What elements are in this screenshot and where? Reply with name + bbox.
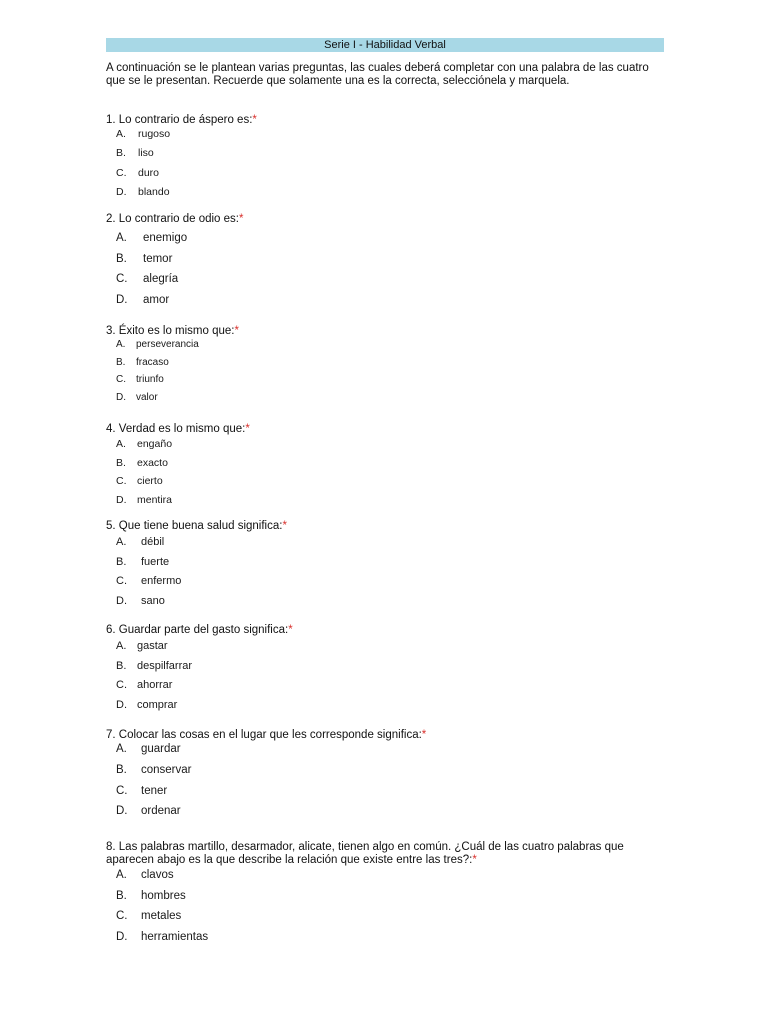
option-text: cierto (137, 475, 163, 487)
option-letter: D. (116, 698, 127, 711)
option-letter: B. (116, 252, 127, 265)
required-asterisk: * (282, 520, 287, 532)
option-text: duro (138, 166, 160, 179)
question-text (106, 423, 671, 436)
answer-option[interactable] (116, 785, 167, 799)
question-label: 2. Lo contrario de odio es: (106, 213, 239, 225)
option-text: amor (143, 293, 170, 306)
section-header: Serie I - Habilidad Verbal (106, 38, 664, 52)
option-letter: C. (116, 910, 128, 923)
option-text: metales (141, 910, 182, 923)
option-text: rugoso (138, 128, 171, 140)
option-text: débil (141, 536, 165, 548)
option-letter: B. (116, 659, 127, 672)
option-text: guardar (141, 743, 181, 755)
answer-option[interactable] (116, 660, 192, 673)
option-text: despilfarrar (137, 659, 193, 672)
option-text: fracaso (136, 356, 169, 368)
question-label: 4. Verdad es lo mismo que: (106, 423, 246, 435)
option-text: gastar (137, 640, 168, 652)
question-text (106, 325, 671, 338)
option-text: mentira (137, 493, 173, 506)
answer-option[interactable] (116, 147, 154, 160)
option-letter: A. (116, 128, 126, 140)
required-asterisk: * (252, 114, 257, 126)
question-label: 7. Colocar las cosas en el lugar que les corresponde significa: (106, 729, 422, 741)
answer-option[interactable] (116, 805, 181, 819)
answer-option[interactable] (116, 167, 159, 180)
option-letter: C. (116, 273, 128, 285)
option-text: perseverancia (136, 339, 199, 350)
option-letter: C. (116, 475, 127, 487)
instructions-text: A continuación se le plantean varias preguntas, las cuales deberá completar con una palabra de las cuatro que se le presentan. Recuerde que solamente una es la correcta, selecciónela y marquela. (106, 62, 649, 87)
answer-option[interactable] (116, 232, 187, 246)
option-letter: B. (116, 456, 126, 469)
option-text: blando (138, 185, 170, 198)
answer-option[interactable] (116, 273, 178, 287)
answer-option[interactable] (116, 679, 172, 692)
answer-option[interactable] (116, 374, 164, 386)
option-letter: B. (116, 147, 126, 160)
question-text (106, 213, 671, 226)
option-text: temor (143, 252, 173, 265)
option-letter: D. (116, 805, 128, 818)
option-letter: A. (116, 438, 126, 450)
option-letter: A. (116, 536, 127, 548)
answer-option[interactable] (116, 595, 165, 608)
question-text (106, 520, 671, 533)
answer-option[interactable] (116, 339, 199, 351)
answer-option[interactable] (116, 294, 169, 308)
answer-option[interactable] (116, 764, 192, 778)
question-4 (106, 423, 671, 506)
answer-option[interactable] (116, 392, 158, 404)
option-text: liso (138, 147, 154, 160)
option-letter: D. (116, 293, 128, 306)
question-6 (106, 624, 671, 711)
option-letter: A. (116, 339, 126, 350)
option-text: triunfo (136, 374, 164, 385)
option-letter: A. (116, 869, 127, 881)
option-text: alegría (143, 273, 179, 285)
option-text: exacto (137, 456, 168, 469)
answer-option[interactable] (116, 475, 163, 488)
answer-option[interactable] (116, 357, 169, 369)
option-text: comprar (137, 698, 178, 711)
option-text: sano (141, 594, 165, 607)
option-text: tener (141, 784, 168, 797)
answer-option[interactable] (116, 438, 172, 451)
question-label: 8. Las palabras martillo, desarmador, alicate, tienen algo en común. ¿Cuál de las cuatro palabras que aparecen abajo es la que describe la relación que existe entre las tres?: (106, 841, 624, 866)
option-letter: C. (116, 679, 127, 692)
answer-option[interactable] (116, 890, 186, 904)
option-letter: D. (116, 594, 127, 607)
answer-option[interactable] (116, 457, 168, 470)
option-letter: C. (116, 166, 127, 179)
option-text: ahorrar (137, 679, 173, 692)
required-asterisk: * (245, 423, 250, 435)
question-label: 6. Guardar parte del gasto significa: (106, 624, 289, 636)
question-text (106, 624, 671, 637)
answer-option[interactable] (116, 640, 168, 653)
answer-option[interactable] (116, 931, 208, 945)
question-label: 3. Éxito es lo mismo que: (106, 325, 235, 337)
question-text (106, 729, 671, 742)
option-letter: C. (116, 374, 126, 385)
question-8 (106, 841, 671, 944)
answer-option[interactable] (116, 128, 170, 141)
option-text: enemigo (143, 232, 188, 244)
option-text: enfermo (141, 575, 182, 588)
required-asterisk: * (421, 729, 427, 741)
question-5 (106, 520, 671, 607)
required-asterisk: * (472, 854, 477, 866)
option-text: valor (136, 391, 158, 403)
question-label: 1. Lo contrario de áspero es: (106, 114, 253, 126)
option-text: ordenar (141, 805, 181, 818)
answer-option[interactable] (116, 186, 170, 199)
required-asterisk: * (288, 624, 293, 636)
answer-option[interactable] (116, 494, 172, 507)
answer-option[interactable] (116, 536, 164, 549)
option-text: herramientas (141, 931, 209, 944)
option-letter: C. (116, 784, 128, 797)
option-text: hombres (141, 889, 186, 902)
answer-option[interactable] (116, 253, 172, 267)
option-letter: B. (116, 356, 126, 368)
option-text: conservar (141, 763, 192, 776)
option-letter: A. (116, 743, 127, 755)
question-7 (106, 729, 671, 818)
option-text: clavos (141, 869, 174, 881)
option-letter: D. (116, 185, 127, 198)
answer-option[interactable] (116, 869, 174, 883)
option-letter: A. (116, 232, 127, 244)
question-1 (106, 114, 671, 198)
required-asterisk: * (238, 213, 244, 225)
option-letter: D. (116, 391, 126, 403)
option-text: engaño (137, 438, 173, 450)
question-2 (106, 213, 671, 306)
option-letter: D. (116, 493, 127, 506)
answer-option[interactable] (116, 910, 181, 924)
option-text: fuerte (141, 555, 170, 568)
answer-option[interactable] (116, 743, 181, 757)
question-text (106, 114, 671, 127)
option-letter: D. (116, 931, 128, 944)
option-letter: B. (116, 889, 127, 902)
answer-option[interactable] (116, 575, 181, 588)
answer-option[interactable] (116, 699, 177, 712)
question-text (106, 841, 671, 867)
option-letter: B. (116, 555, 127, 568)
question-3 (106, 325, 671, 403)
required-asterisk: * (234, 325, 239, 337)
option-letter: C. (116, 575, 127, 588)
option-letter: B. (116, 763, 127, 776)
question-label: 5. Que tiene buena salud significa: (106, 520, 283, 532)
answer-option[interactable] (116, 556, 169, 569)
option-letter: A. (116, 640, 127, 652)
